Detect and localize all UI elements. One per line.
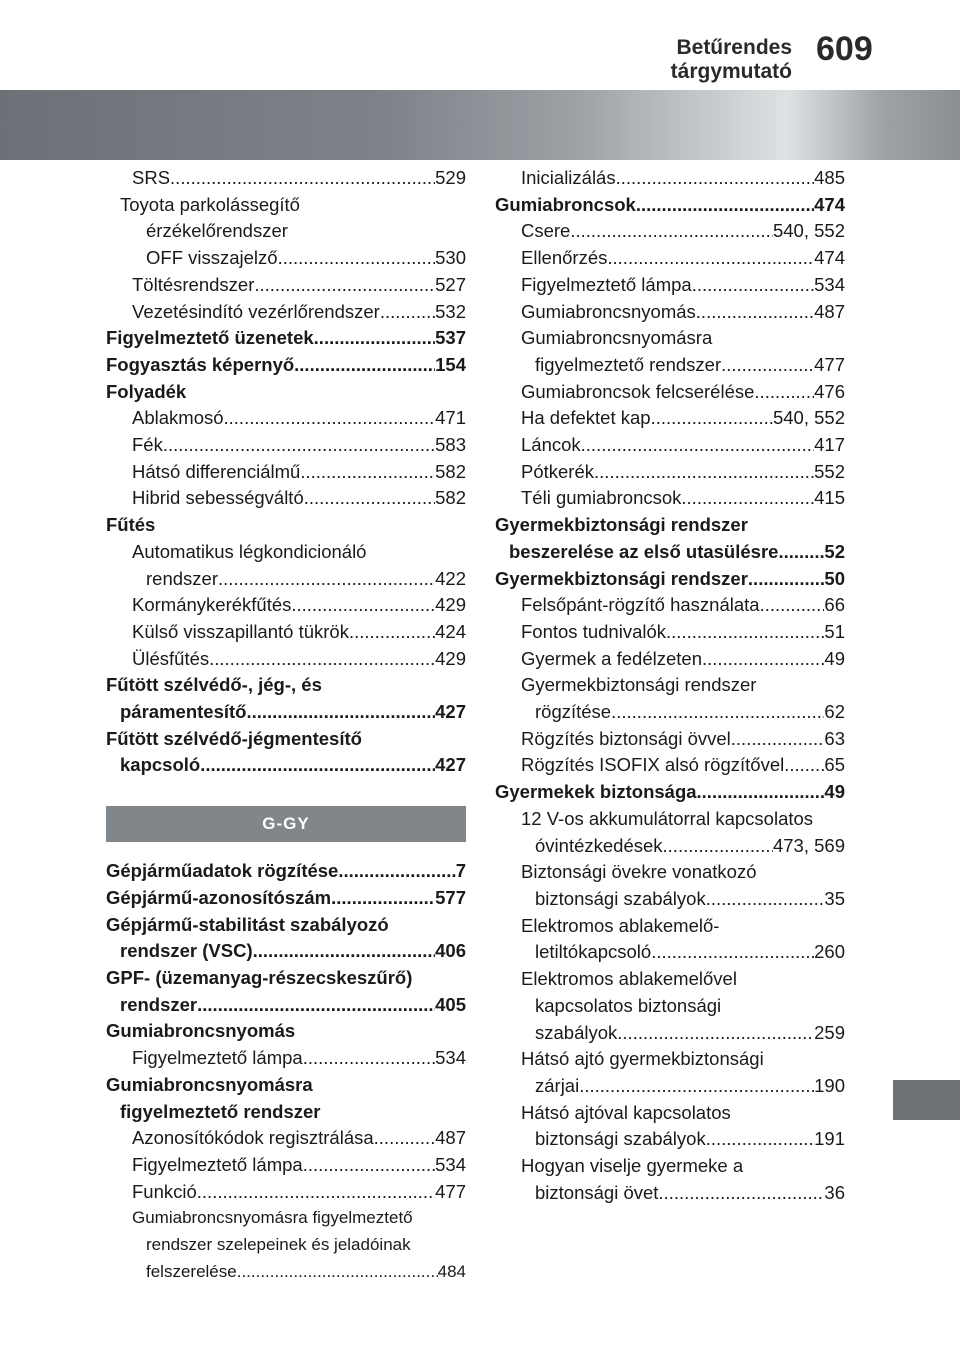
index-entry bbox=[495, 966, 845, 993]
index-entry bbox=[106, 858, 466, 885]
index-entry bbox=[106, 1072, 466, 1099]
dot-leader bbox=[570, 218, 773, 245]
dot-leader bbox=[663, 833, 773, 860]
dot-leader bbox=[594, 459, 814, 486]
index-entry-term: kapcsolatos biztonsági bbox=[535, 994, 722, 1016]
index-entry-term: Gyermek a fedélzeten bbox=[521, 647, 702, 669]
index-entry-page: 534 bbox=[814, 273, 845, 295]
index-entry-page: 487 bbox=[814, 300, 845, 322]
dot-leader bbox=[300, 459, 435, 486]
index-entry-term: biztonsági szabályok bbox=[535, 887, 706, 909]
dot-leader bbox=[760, 592, 825, 619]
dot-leader bbox=[706, 886, 825, 913]
index-entry-term: rendszer szelepeinek és jeladóinak bbox=[146, 1235, 411, 1255]
index-entry-page: 50 bbox=[824, 567, 845, 589]
index-entry bbox=[106, 1205, 466, 1232]
index-entry-term: Gumiabroncsnyomásra figyelmeztető bbox=[132, 1208, 413, 1228]
index-entry-term: Fogyasztás képernyő bbox=[106, 353, 295, 375]
index-entry bbox=[106, 539, 466, 566]
index-entry-page: 477 bbox=[435, 1180, 466, 1202]
index-entry bbox=[495, 993, 845, 1020]
index-entry bbox=[495, 1046, 845, 1073]
index-entry bbox=[106, 512, 466, 539]
index-entry-term: OFF visszajelző bbox=[146, 247, 278, 269]
header-banner bbox=[0, 90, 960, 160]
index-entry-term: Inicializálás bbox=[521, 167, 616, 188]
index-entry bbox=[106, 218, 466, 245]
index-entry-page: 473, 569 bbox=[772, 834, 845, 856]
dot-leader bbox=[697, 779, 825, 806]
index-entry bbox=[495, 779, 845, 806]
index-entry-term: Figyelmeztető lámpa bbox=[132, 1047, 303, 1069]
index-entry bbox=[106, 1018, 466, 1045]
index-entry-term: Rögzítés biztonsági övvel bbox=[521, 727, 731, 749]
index-entry-page: 35 bbox=[824, 887, 845, 909]
page-number: 609 bbox=[816, 30, 873, 68]
index-entry-page: 66 bbox=[824, 594, 845, 616]
index-entry bbox=[106, 726, 466, 753]
dot-leader bbox=[784, 752, 824, 779]
index-entry bbox=[106, 325, 466, 352]
index-entry-term: Külső visszapillantó tükrök bbox=[132, 620, 349, 642]
dot-leader bbox=[702, 646, 824, 673]
index-entry-term: Gumiabroncsnyomásra bbox=[106, 1073, 313, 1095]
index-entry bbox=[495, 432, 845, 459]
index-entry bbox=[106, 1152, 466, 1179]
index-entry-term: Kormánykerékfűtés bbox=[132, 594, 292, 616]
index-entry-page: 532 bbox=[435, 300, 466, 322]
dot-leader bbox=[611, 699, 824, 726]
index-entry-page: 51 bbox=[824, 620, 845, 642]
index-entry-page: 540, 552 bbox=[772, 407, 845, 429]
index-entry-term: Vezetésindító vezérlőrendszer bbox=[132, 300, 380, 322]
index-entry-page: 424 bbox=[435, 620, 466, 642]
index-entry-page: 429 bbox=[435, 647, 466, 669]
index-entry-term: beszerelése az első utasülésre bbox=[509, 540, 779, 562]
index-entry-term: Gépjárműadatok rögzítése bbox=[106, 860, 339, 882]
index-entry-term: Fűtött szélvédő-jégmentesítő bbox=[106, 727, 362, 749]
index-entry-term: Gumiabroncsok felcserélése bbox=[521, 380, 755, 402]
index-entry bbox=[106, 379, 466, 406]
index-entry bbox=[495, 325, 845, 352]
index-entry-term: biztonsági szabályok bbox=[535, 1128, 706, 1150]
index-entry-term: Gépjármű-azonosítószám bbox=[106, 886, 332, 908]
index-entry-term: érzékelőrendszer bbox=[146, 220, 288, 242]
index-entry-page: 552 bbox=[814, 460, 845, 482]
index-entry-term: Ellenőrzés bbox=[521, 247, 608, 269]
dot-leader bbox=[197, 992, 435, 1019]
index-entry-term: Hogyan viselje gyermeke a bbox=[521, 1155, 744, 1177]
dot-leader bbox=[692, 272, 814, 299]
index-entry-term: Hátsó differenciálmű bbox=[132, 460, 301, 482]
index-entry-term: Toyota parkolássegítő bbox=[120, 193, 300, 215]
index-entry-term: SRS bbox=[132, 167, 171, 188]
dot-leader bbox=[651, 405, 773, 432]
index-entry-term: letiltókapcsoló bbox=[535, 941, 652, 963]
index-entry-page: 474 bbox=[814, 193, 845, 215]
index-entry-term: Azonosítókódok regisztrálása bbox=[132, 1127, 374, 1149]
index-entry bbox=[106, 566, 466, 593]
index-entry-page: 540, 552 bbox=[772, 220, 845, 242]
index-entry-term: rendszer bbox=[146, 567, 218, 589]
index-entry bbox=[106, 992, 466, 1019]
index-entry bbox=[106, 912, 466, 939]
index-entry-page: 485 bbox=[814, 167, 845, 188]
dot-leader bbox=[291, 592, 435, 619]
index-entry-term: 12 V-os akkumulátorral kapcsolatos bbox=[521, 807, 814, 829]
index-entry-term: rendszer (VSC) bbox=[120, 940, 253, 962]
index-entry bbox=[106, 485, 466, 512]
index-entry bbox=[495, 752, 845, 779]
index-entry-term: felszerelése bbox=[146, 1261, 237, 1281]
index-entry-term: Hibrid sebességváltó bbox=[132, 487, 304, 509]
index-entry-term: Felsőpánt-rögzítő használata bbox=[521, 594, 760, 616]
index-entry bbox=[495, 352, 845, 379]
index-entry bbox=[495, 539, 845, 566]
index-entry-page: 429 bbox=[435, 594, 466, 616]
index-entry-page: 7 bbox=[455, 860, 466, 882]
index-entry-term: páramentesítő bbox=[120, 701, 247, 723]
index-entry bbox=[495, 1073, 845, 1100]
index-entry bbox=[495, 1100, 845, 1127]
index-entry-page: 582 bbox=[435, 487, 466, 509]
index-entry-term: Rögzítés ISOFIX alsó rögzítővel bbox=[521, 754, 785, 776]
index-group-f bbox=[106, 165, 466, 779]
index-entry-term: Fék bbox=[132, 434, 163, 456]
index-entry-term: Gyermekbiztonsági rendszer bbox=[521, 674, 757, 696]
index-entry-page: 582 bbox=[435, 460, 466, 482]
index-entry bbox=[106, 592, 466, 619]
index-entry bbox=[106, 352, 466, 379]
index-entry bbox=[106, 619, 466, 646]
index-entry-term: Csere bbox=[521, 220, 571, 242]
dot-leader bbox=[224, 405, 436, 432]
index-entry bbox=[106, 646, 466, 673]
dot-leader bbox=[200, 752, 435, 779]
index-entry-term: Folyadék bbox=[106, 380, 187, 402]
index-entry bbox=[106, 885, 466, 912]
index-entry-term: Gépjármű-stabilitást szabályozó bbox=[106, 913, 389, 935]
dot-leader bbox=[163, 432, 435, 459]
index-entry bbox=[495, 859, 845, 886]
index-entry bbox=[495, 405, 845, 432]
dot-leader bbox=[681, 485, 814, 512]
index-entry-page: 477 bbox=[814, 353, 845, 375]
dot-leader bbox=[617, 1020, 814, 1047]
dot-leader bbox=[237, 1259, 438, 1286]
dot-leader bbox=[294, 352, 435, 379]
index-entry-page: 534 bbox=[435, 1153, 466, 1175]
index-entry-term: rendszer bbox=[120, 993, 198, 1015]
index-entry-page: 190 bbox=[814, 1074, 845, 1096]
index-entry-page: 62 bbox=[824, 701, 845, 723]
index-entry-term: Hátsó ajtóval kapcsolatos bbox=[521, 1101, 731, 1123]
dot-leader bbox=[607, 245, 814, 272]
index-entry bbox=[106, 1045, 466, 1072]
index-entry bbox=[495, 592, 845, 619]
index-entry-term: Elektromos ablakemelő- bbox=[521, 914, 720, 936]
index-entry-term: Gumiabroncsnyomás bbox=[106, 1020, 296, 1042]
index-group-g bbox=[106, 858, 466, 1285]
index-entry bbox=[106, 272, 466, 299]
index-entry bbox=[495, 272, 845, 299]
index-entry-page: 417 bbox=[814, 434, 845, 456]
dot-leader bbox=[246, 699, 435, 726]
index-entry-term: kapcsoló bbox=[120, 754, 201, 776]
index-entry bbox=[495, 485, 845, 512]
index-entry-term: Ülésfűtés bbox=[132, 647, 210, 669]
index-entry-term: Gyermekbiztonsági rendszer bbox=[495, 567, 748, 589]
index-entry bbox=[495, 886, 845, 913]
index-entry-page: 49 bbox=[824, 781, 845, 803]
index-entry-page: 537 bbox=[435, 327, 466, 349]
index-entry-page: 63 bbox=[824, 727, 845, 749]
index-entry bbox=[495, 672, 845, 699]
index-entry bbox=[495, 726, 845, 753]
index-entry bbox=[495, 619, 845, 646]
dot-leader bbox=[254, 272, 435, 299]
index-entry bbox=[495, 833, 845, 860]
index-entry-term: Ha defektet kap bbox=[521, 407, 651, 429]
index-entry-page: 583 bbox=[435, 434, 466, 456]
index-entry-term: zárjai bbox=[535, 1074, 580, 1096]
index-entry bbox=[495, 379, 845, 406]
dot-leader bbox=[721, 352, 814, 379]
index-entry bbox=[106, 1125, 466, 1152]
index-entry bbox=[495, 192, 845, 219]
index-entry bbox=[495, 459, 845, 486]
index-entry-term: Fűtés bbox=[106, 514, 156, 536]
index-entry-page: 534 bbox=[435, 1047, 466, 1069]
index-entry bbox=[106, 1179, 466, 1206]
index-column-left bbox=[106, 165, 466, 1285]
index-entry-term: Gumiabroncsok bbox=[495, 193, 636, 215]
index-entry bbox=[495, 1126, 845, 1153]
dot-leader bbox=[209, 646, 435, 673]
index-entry bbox=[495, 245, 845, 272]
index-entry bbox=[495, 165, 845, 192]
section-header-g-gy: G-GY bbox=[106, 806, 466, 842]
dot-leader bbox=[338, 858, 455, 885]
index-entry-term: Fűtött szélvédő-, jég-, és bbox=[106, 674, 322, 696]
dot-leader bbox=[731, 726, 825, 753]
index-entry-term: Automatikus légkondicionáló bbox=[132, 540, 367, 562]
dot-leader bbox=[778, 539, 824, 566]
index-entry bbox=[495, 1180, 845, 1207]
index-entry bbox=[495, 913, 845, 940]
dot-leader bbox=[303, 1152, 435, 1179]
index-entry bbox=[106, 938, 466, 965]
index-entry-term: Töltésrendszer bbox=[132, 273, 255, 295]
index-entry-term: óvintézkedések bbox=[535, 834, 663, 856]
index-entry-page: 49 bbox=[824, 647, 845, 669]
dot-leader bbox=[374, 1125, 435, 1152]
dot-leader bbox=[303, 1045, 435, 1072]
index-entry-page: 427 bbox=[435, 701, 466, 723]
index-entry-term: Gyermekek biztonsága bbox=[495, 781, 697, 803]
index-entry-page: 474 bbox=[814, 247, 845, 269]
index-entry-page: 65 bbox=[824, 754, 845, 776]
index-entry-term: Fontos tudnivalók bbox=[521, 620, 667, 642]
chapter-thumb-tab bbox=[893, 1080, 960, 1120]
index-entry-term: Hátsó ajtó gyermekbiztonsági bbox=[521, 1048, 764, 1070]
dot-leader bbox=[666, 619, 824, 646]
index-entry bbox=[106, 245, 466, 272]
index-entry-page: 530 bbox=[435, 247, 466, 269]
index-entry-page: 487 bbox=[435, 1127, 466, 1149]
index-entry-term: Elektromos ablakemelővel bbox=[521, 968, 737, 990]
index-entry bbox=[106, 672, 466, 699]
index-entry bbox=[495, 699, 845, 726]
index-entry bbox=[495, 646, 845, 673]
index-entry bbox=[106, 299, 466, 326]
dot-leader bbox=[651, 939, 814, 966]
index-entry-page: 259 bbox=[814, 1021, 845, 1043]
dot-leader bbox=[579, 1073, 814, 1100]
index-entry bbox=[106, 165, 466, 192]
index-entry-page: 36 bbox=[824, 1181, 845, 1203]
index-entry-term: rögzítése bbox=[535, 701, 612, 723]
dot-leader bbox=[197, 1179, 435, 1206]
dot-leader bbox=[170, 165, 435, 192]
index-entry bbox=[495, 1020, 845, 1047]
index-entry bbox=[106, 699, 466, 726]
index-entry bbox=[106, 432, 466, 459]
dot-leader bbox=[706, 1126, 814, 1153]
dot-leader bbox=[380, 299, 435, 326]
index-entry bbox=[495, 566, 845, 593]
dot-leader bbox=[314, 325, 435, 352]
index-entry-page: 415 bbox=[814, 487, 845, 509]
index-entry-page: 577 bbox=[435, 886, 466, 908]
index-entry-page: 422 bbox=[435, 567, 466, 589]
index-entry-term: figyelmeztető rendszer bbox=[535, 353, 722, 375]
index-entry-term: Pótkerék bbox=[521, 460, 595, 482]
index-entry-term: Figyelmeztető lámpa bbox=[132, 1153, 303, 1175]
index-entry-page: 260 bbox=[814, 941, 845, 963]
index-entry-term: Láncok bbox=[521, 434, 581, 456]
index-entry-page: 406 bbox=[435, 940, 466, 962]
index-entry bbox=[106, 405, 466, 432]
index-entry-page: 154 bbox=[435, 353, 466, 375]
index-entry bbox=[106, 1259, 466, 1286]
index-entry-term: Ablakmosó bbox=[132, 407, 224, 429]
index-entry bbox=[495, 299, 845, 326]
index-entry-term: Gumiabroncsnyomásra bbox=[521, 327, 713, 349]
dot-leader bbox=[253, 938, 436, 965]
index-entry-page: 484 bbox=[437, 1261, 466, 1281]
index-entry bbox=[495, 512, 845, 539]
index-entry bbox=[106, 192, 466, 219]
index-entry-term: Biztonsági övekre vonatkozó bbox=[521, 861, 757, 883]
index-entry-page: 405 bbox=[435, 993, 466, 1015]
index-entry-term: szabályok bbox=[535, 1021, 618, 1043]
index-entry bbox=[495, 806, 845, 833]
index-entry bbox=[495, 1153, 845, 1180]
dot-leader bbox=[304, 485, 435, 512]
index-entry-page: 529 bbox=[435, 167, 466, 188]
index-entry-term: GPF- (üzemanyag-részecskeszűrő) bbox=[106, 966, 413, 988]
index-column-right bbox=[495, 165, 845, 1206]
index-entry-page: 191 bbox=[814, 1128, 845, 1150]
index-entry-term: Gumiabroncsnyomás bbox=[521, 300, 696, 322]
dot-leader bbox=[636, 192, 814, 219]
index-entry-term: Téli gumiabroncsok bbox=[521, 487, 682, 509]
dot-leader bbox=[754, 379, 814, 406]
dot-leader bbox=[696, 299, 814, 326]
index-entry-term: Gyermekbiztonsági rendszer bbox=[495, 514, 748, 536]
index-entry-term: biztonsági övet bbox=[535, 1181, 659, 1203]
index-entry bbox=[106, 459, 466, 486]
dot-leader bbox=[218, 566, 435, 593]
index-entry-page: 471 bbox=[435, 407, 466, 429]
dot-leader bbox=[658, 1180, 824, 1207]
index-entry bbox=[106, 1099, 466, 1126]
index-entry-page: 52 bbox=[824, 540, 845, 562]
index-entry-term: Funkció bbox=[132, 1180, 197, 1202]
index-entry-page: 476 bbox=[814, 380, 845, 402]
index-entry bbox=[106, 1232, 466, 1259]
index-entry bbox=[106, 965, 466, 992]
dot-leader bbox=[748, 566, 825, 593]
index-entry bbox=[106, 752, 466, 779]
index-entry-term: Figyelmeztető lámpa bbox=[521, 273, 692, 295]
index-entry bbox=[495, 218, 845, 245]
index-entry bbox=[495, 939, 845, 966]
dot-leader bbox=[331, 885, 435, 912]
index-entry-term: figyelmeztető rendszer bbox=[120, 1100, 321, 1122]
dot-leader bbox=[581, 432, 814, 459]
dot-leader bbox=[278, 245, 436, 272]
index-entry-page: 427 bbox=[435, 754, 466, 776]
index-entry-term: Figyelmeztető üzenetek bbox=[106, 327, 314, 349]
dot-leader bbox=[616, 165, 815, 192]
index-entry-page: 527 bbox=[435, 273, 466, 295]
dot-leader bbox=[349, 619, 435, 646]
running-header-title: Betűrendes tárgymutató bbox=[670, 36, 792, 83]
